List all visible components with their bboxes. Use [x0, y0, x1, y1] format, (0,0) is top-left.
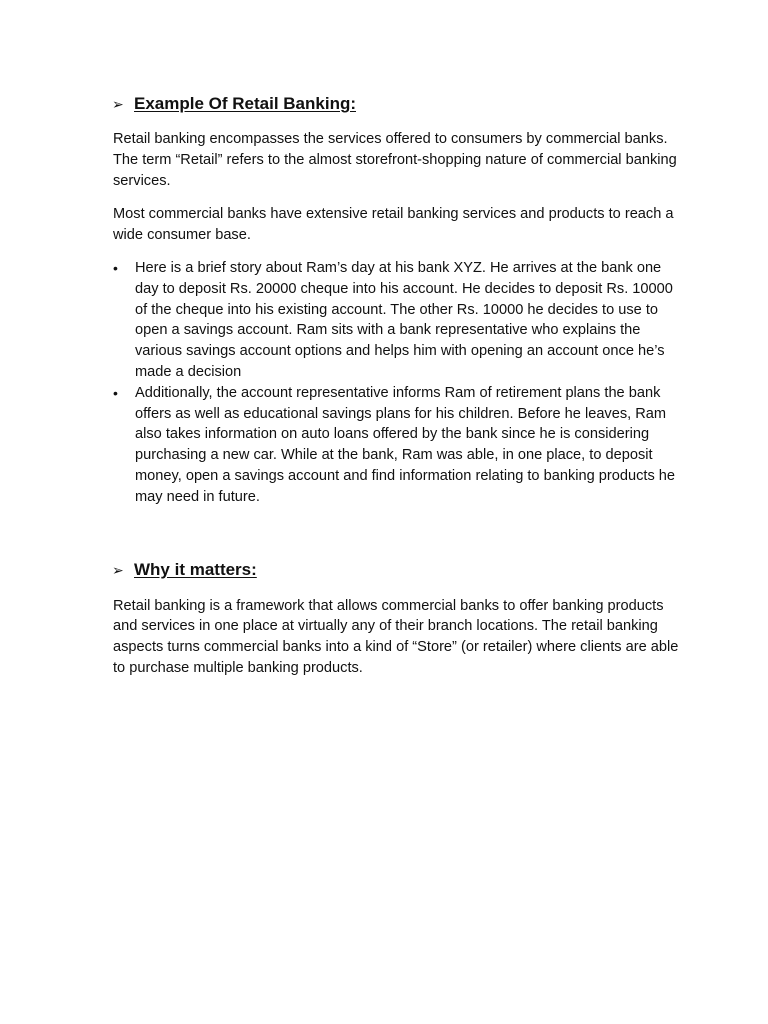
list-item-text: Additionally, the account representative informs Ram of retirement plans the bank offers as well as educational savings plans for his children. Before he leaves, Ram also takes information on auto loans offered by the bank since he is considering purchasing a new car. While at the bank, Ram was able, in one place, to deposit money, open a savings account and find information relating to banking products he may need in future.: [135, 384, 676, 505]
paragraph-framework: Retail banking is a framework that allows commercial banks to offer banking products and services in one place at virtually any of their branch locations. The retail banking aspects turns commercial banks into a kind of “Store” (or retailer) where clients are able to purchase multiple banking products.: [113, 597, 679, 676]
section-heading-example: [112, 92, 683, 116]
section-title: Why it matters:: [134, 559, 257, 579]
document-page: [113, 92, 683, 679]
list-item: [113, 258, 683, 383]
section-heading-why: [112, 558, 683, 582]
paragraph-intro: Retail banking encompasses the services offered to consumers by commercial banks. The term “Retail” refers to the almost storefront-shopping nature of commercial banking services.: [113, 131, 677, 189]
arrow-bullet-icon: ➢: [112, 96, 124, 112]
paragraph-services: Most commercial banks have extensive retail banking services and products to reach a wide consumer base.: [113, 206, 674, 244]
bullet-icon: •: [113, 259, 118, 276]
list-item: [113, 383, 683, 508]
arrow-bullet-icon: ➢: [112, 561, 124, 578]
section-title: Example Of Retail Banking:: [134, 94, 356, 113]
bullet-icon: •: [113, 384, 118, 401]
list-item-text: Here is a brief story about Ram’s day at his bank XYZ. He arrives at the bank one day to deposit Rs. 20000 cheque into his account. He decides to deposit Rs. 10000 of the cheque into his existing account. The other Rs. 10000 he decides to use to open a savings account. Ram sits with a bank representative who explains the various savings account options and helps him with opening an account once he’s made a decision: [135, 259, 673, 380]
story-list: [113, 258, 683, 508]
